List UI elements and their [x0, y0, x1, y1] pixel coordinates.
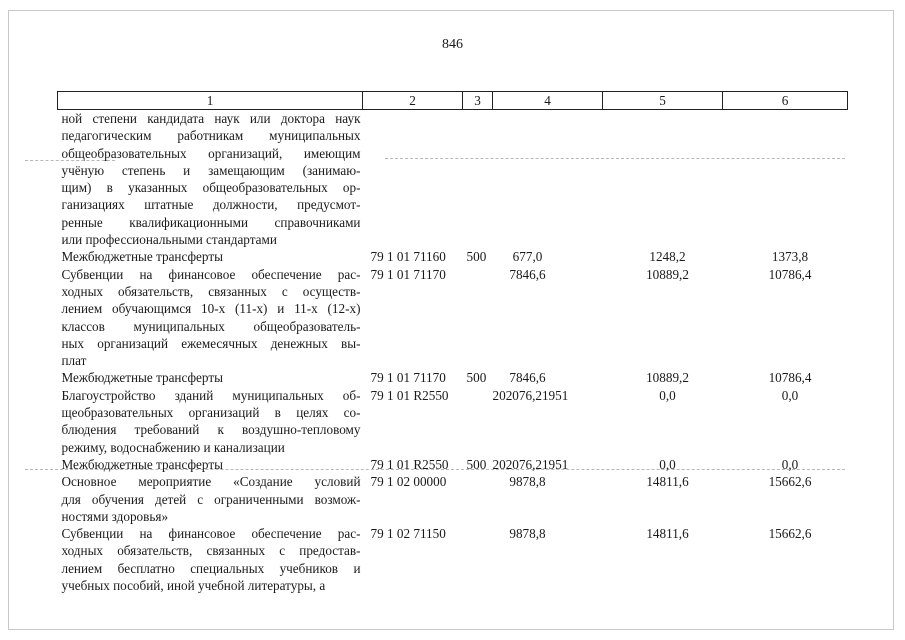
- row-value-col4: 202076,21951: [492, 387, 569, 403]
- row-name: [58, 369, 363, 386]
- row-expense-type: [463, 110, 493, 249]
- row-name-line: Субвенции на финансовое обеспечение рас-: [61, 266, 361, 282]
- row-value-col6: 15662,6: [768, 474, 812, 490]
- row-expense-type: [463, 387, 493, 456]
- row-value-col6: 0,0: [781, 456, 799, 472]
- row-name: [58, 110, 363, 249]
- row-name-line: ных организаций ежемесячных денежных вы-: [61, 335, 361, 351]
- row-expense-type: 500: [466, 249, 487, 265]
- row-expense-type: 500: [466, 456, 487, 472]
- row-name-line: Межбюджетные трансферты: [61, 370, 223, 386]
- row-value-col5: 0,0: [659, 456, 676, 472]
- row-code: 79 1 02 71150: [370, 526, 446, 542]
- table-row: [58, 525, 848, 594]
- column-header: 2: [363, 92, 463, 110]
- row-name-line: щим) в указанных общеобразовательных ор-: [61, 180, 361, 196]
- row-name-line: общеобразовательных организаций, имеющим: [61, 145, 361, 161]
- row-name-line: Благоустройство зданий муниципальных об-: [61, 387, 361, 403]
- row-name-line: учёную степень и замещающим (занимаю-: [61, 162, 361, 178]
- row-name-line: ной степени кандидата наук или доктора наук: [61, 111, 361, 126]
- row-name-line: для обучения детей с ограниченными возмож-: [61, 491, 361, 507]
- row-value-col4: 677,0: [512, 249, 543, 265]
- row-name-line: лением обучающимся 10-х (11-х) и 11-х (12-х): [61, 301, 361, 317]
- row-name: [58, 473, 363, 525]
- row-expense-type: [463, 266, 493, 370]
- row-name-line: Основное мероприятие «Создание условий: [61, 474, 361, 490]
- row-value-col4: 9878,8: [509, 474, 546, 490]
- row-code: 79 1 02 00000: [370, 474, 447, 490]
- row-value-col5: 10889,2: [646, 370, 689, 386]
- row-name-line: ностями здоровья»: [61, 508, 169, 524]
- row-name-line: классов муниципальных общеобразователь-: [61, 318, 361, 334]
- row-name-line: Межбюджетные трансферты: [61, 249, 223, 265]
- row-name-line: ходных обязательств, связанных с осуществ-: [61, 283, 361, 299]
- table-row: [58, 456, 848, 473]
- column-header: 5: [603, 92, 723, 110]
- column-header: 6: [723, 92, 848, 110]
- row-value-col4: [493, 110, 603, 249]
- row-value-col6: 1373,8: [771, 249, 809, 265]
- table-header-row: [58, 92, 848, 110]
- row-value-col4: 7846,6: [509, 370, 546, 386]
- row-name-line: щеобразовательных организаций в целях со-: [61, 405, 361, 421]
- row-name-line: плат: [61, 353, 87, 369]
- row-name-line: учебных пособий, иной учебной литературы, а: [61, 578, 326, 594]
- row-name: [58, 387, 363, 456]
- row-code: 79 1 01 R2550: [370, 387, 449, 403]
- row-name: [58, 525, 363, 594]
- row-value-col6: 10786,4: [768, 370, 812, 386]
- row-code: 79 1 01 71170: [370, 266, 446, 282]
- row-name: [58, 266, 363, 370]
- table-row: [58, 369, 848, 386]
- row-code: 79 1 01 71160: [370, 249, 446, 265]
- column-header: 3: [463, 92, 493, 110]
- table-row: [58, 387, 848, 456]
- table-row: [58, 266, 848, 370]
- row-expense-type: [463, 473, 493, 525]
- row-name: [58, 456, 363, 473]
- row-name-line: Межбюджетные трансферты: [61, 456, 223, 472]
- column-header: 1: [58, 92, 363, 110]
- row-expense-type: [463, 525, 493, 594]
- row-name-line: ходных обязательств, связанных с предостав-: [61, 543, 361, 559]
- row-name-line: ганизациях штатные должности, предусмот-: [61, 197, 361, 213]
- row-name-line: режиму, водоснабжению и канализации: [61, 439, 285, 455]
- row-code: [363, 110, 463, 249]
- row-value-col5: 14811,6: [646, 526, 689, 542]
- row-value-col4: 9878,8: [509, 526, 546, 542]
- row-name-line: ренные квалификационными справочниками: [61, 214, 361, 230]
- budget-table: [57, 91, 848, 594]
- row-value-col4: 202076,21951: [492, 456, 569, 472]
- row-name-line: блюдения требований к воздушно-тепловому: [61, 422, 361, 438]
- table-row: [58, 473, 848, 525]
- row-value-col5: 10889,2: [646, 266, 689, 282]
- row-value-col6: 10786,4: [768, 266, 812, 282]
- row-value-col4: 7846,6: [509, 266, 546, 282]
- page-number: 846: [442, 37, 463, 52]
- row-name-line: педагогическим работникам муниципальных: [61, 128, 361, 144]
- row-code: 79 1 01 71170: [370, 370, 446, 386]
- table-row: [58, 248, 848, 265]
- table-row: [58, 110, 848, 249]
- row-name: [58, 248, 363, 265]
- row-value-col6: 0,0: [781, 387, 799, 403]
- row-name-line: или профессиональными стандартами: [61, 232, 277, 248]
- row-name-line: лением бесплатно специальных учебников и: [61, 560, 361, 576]
- row-value-col5: 0,0: [659, 387, 676, 403]
- row-name-line: Субвенции на финансовое обеспечение рас-: [61, 526, 361, 542]
- row-value-col6: 15662,6: [768, 526, 812, 542]
- row-expense-type: 500: [466, 370, 487, 386]
- column-header: 4: [493, 92, 603, 110]
- row-code: 79 1 01 R2550: [370, 456, 449, 472]
- row-value-col5: 14811,6: [646, 474, 689, 490]
- row-value-col5: [603, 110, 723, 249]
- row-value-col6: [723, 110, 848, 249]
- row-value-col5: 1248,2: [649, 249, 686, 265]
